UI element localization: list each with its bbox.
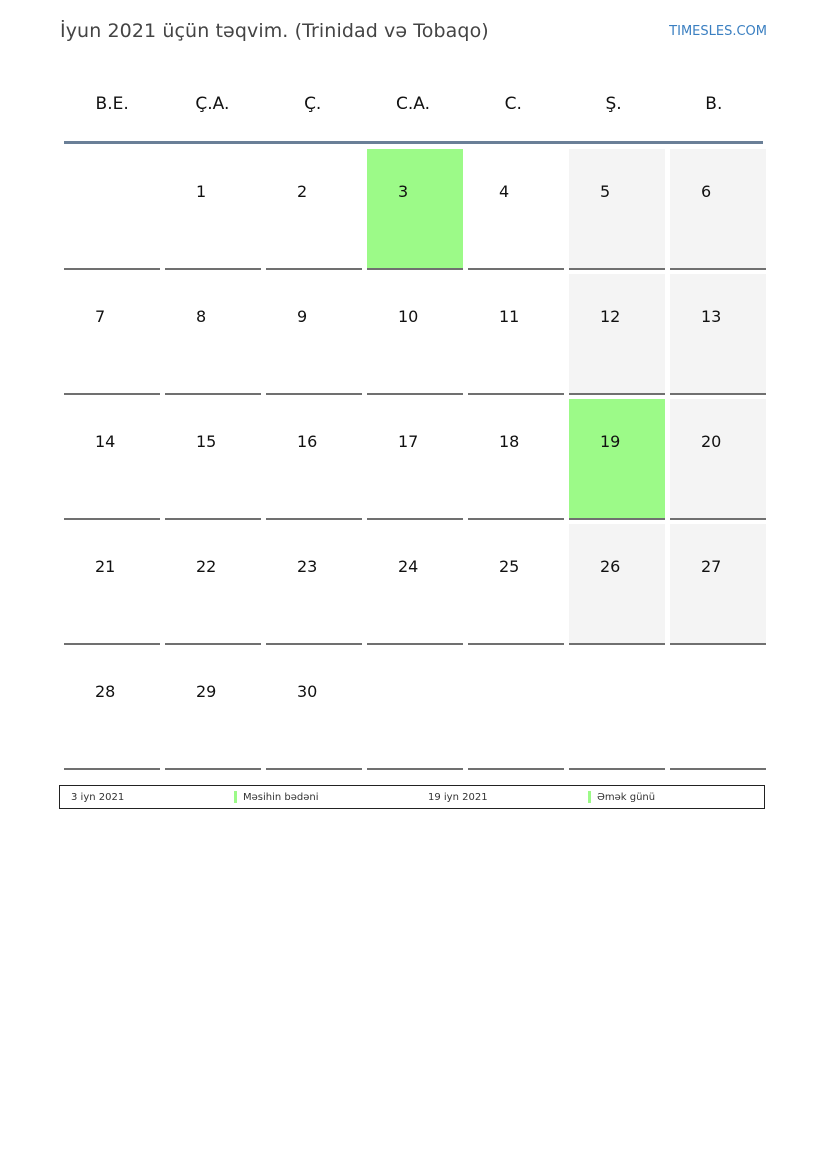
calendar-day-cell[interactable] — [569, 399, 665, 520]
calendar-day-cell[interactable] — [468, 399, 564, 520]
calendar-day-cell[interactable] — [64, 649, 160, 770]
legend-holiday-name: Əmək günü — [597, 792, 656, 803]
calendar-day-cell[interactable] — [165, 649, 261, 770]
day-number: 15 — [196, 432, 217, 451]
calendar-day-cell[interactable] — [670, 524, 766, 645]
day-number: 29 — [196, 682, 217, 701]
day-number: 3 — [398, 182, 409, 201]
calendar-day-cell[interactable] — [64, 524, 160, 645]
day-number: 17 — [398, 432, 419, 451]
day-number: 12 — [600, 307, 621, 326]
weekday-friday: C. — [504, 94, 522, 114]
day-number: 6 — [701, 182, 712, 201]
calendar-empty-cell — [670, 649, 766, 770]
calendar-day-cell[interactable] — [367, 149, 463, 270]
calendar-empty-cell — [367, 649, 463, 770]
calendar-day-cell[interactable] — [64, 274, 160, 395]
calendar-empty-cell — [468, 649, 564, 770]
calendar-grid — [64, 149, 764, 770]
day-number: 26 — [600, 557, 621, 576]
day-number: 19 — [600, 432, 621, 451]
calendar-day-cell[interactable] — [165, 274, 261, 395]
calendar-day-cell[interactable] — [165, 149, 261, 270]
holiday-legend — [59, 785, 765, 809]
calendar-day-cell[interactable] — [569, 524, 665, 645]
weekday-monday: B.E. — [95, 94, 129, 114]
brand-link[interactable]: TIMESLES.COM — [669, 24, 767, 39]
day-number: 10 — [398, 307, 419, 326]
calendar-day-cell[interactable] — [266, 274, 362, 395]
legend-color-marker — [234, 791, 237, 803]
weekday-thursday: C.A. — [395, 94, 430, 114]
day-number: 30 — [297, 682, 318, 701]
calendar-day-cell[interactable] — [165, 524, 261, 645]
day-number: 2 — [297, 182, 308, 201]
day-number: 23 — [297, 557, 318, 576]
weekday-tuesday: Ç.A. — [195, 94, 230, 114]
legend-date: 19 iyn 2021 — [428, 792, 488, 803]
calendar-day-cell[interactable] — [367, 274, 463, 395]
header-divider — [64, 141, 763, 144]
day-number: 9 — [297, 307, 308, 326]
day-number: 20 — [701, 432, 722, 451]
day-number: 18 — [499, 432, 520, 451]
calendar-day-cell[interactable] — [165, 399, 261, 520]
weekday-saturday: Ş. — [605, 94, 622, 114]
weekday-wednesday: Ç. — [304, 94, 322, 114]
calendar-day-cell[interactable] — [670, 274, 766, 395]
calendar-day-cell[interactable] — [266, 524, 362, 645]
calendar-day-cell[interactable] — [670, 399, 766, 520]
calendar-day-cell[interactable] — [266, 149, 362, 270]
day-number: 1 — [196, 182, 207, 201]
calendar-empty-cell — [569, 649, 665, 770]
calendar-day-cell[interactable] — [367, 399, 463, 520]
calendar-day-cell[interactable] — [670, 149, 766, 270]
calendar-day-cell[interactable] — [367, 524, 463, 645]
calendar-day-cell[interactable] — [266, 399, 362, 520]
calendar-day-cell[interactable] — [468, 149, 564, 270]
day-number: 25 — [499, 557, 520, 576]
day-number: 24 — [398, 557, 419, 576]
day-number: 28 — [95, 682, 116, 701]
legend-color-marker — [588, 791, 591, 803]
weekday-sunday: B. — [705, 94, 723, 114]
weekday-header-row — [62, 84, 764, 124]
page-title: İyun 2021 üçün təqvim. (Trinidad və Tobaqo) — [60, 20, 489, 42]
day-number: 8 — [196, 307, 207, 326]
calendar-empty-cell — [64, 149, 160, 270]
day-number: 4 — [499, 182, 510, 201]
legend-date: 3 iyn 2021 — [71, 792, 125, 803]
calendar-day-cell[interactable] — [64, 399, 160, 520]
calendar-day-cell[interactable] — [468, 274, 564, 395]
day-number: 11 — [499, 307, 520, 326]
day-number: 16 — [297, 432, 318, 451]
day-number: 27 — [701, 557, 722, 576]
calendar-day-cell[interactable] — [569, 274, 665, 395]
calendar-day-cell[interactable] — [468, 524, 564, 645]
calendar-day-cell[interactable] — [569, 149, 665, 270]
calendar-day-cell[interactable] — [266, 649, 362, 770]
day-number: 14 — [95, 432, 116, 451]
day-number: 22 — [196, 557, 217, 576]
day-number: 13 — [701, 307, 722, 326]
day-number: 7 — [95, 307, 106, 326]
day-number: 21 — [95, 557, 116, 576]
legend-holiday-name: Məsihin bədəni — [243, 792, 319, 803]
day-number: 5 — [600, 182, 611, 201]
